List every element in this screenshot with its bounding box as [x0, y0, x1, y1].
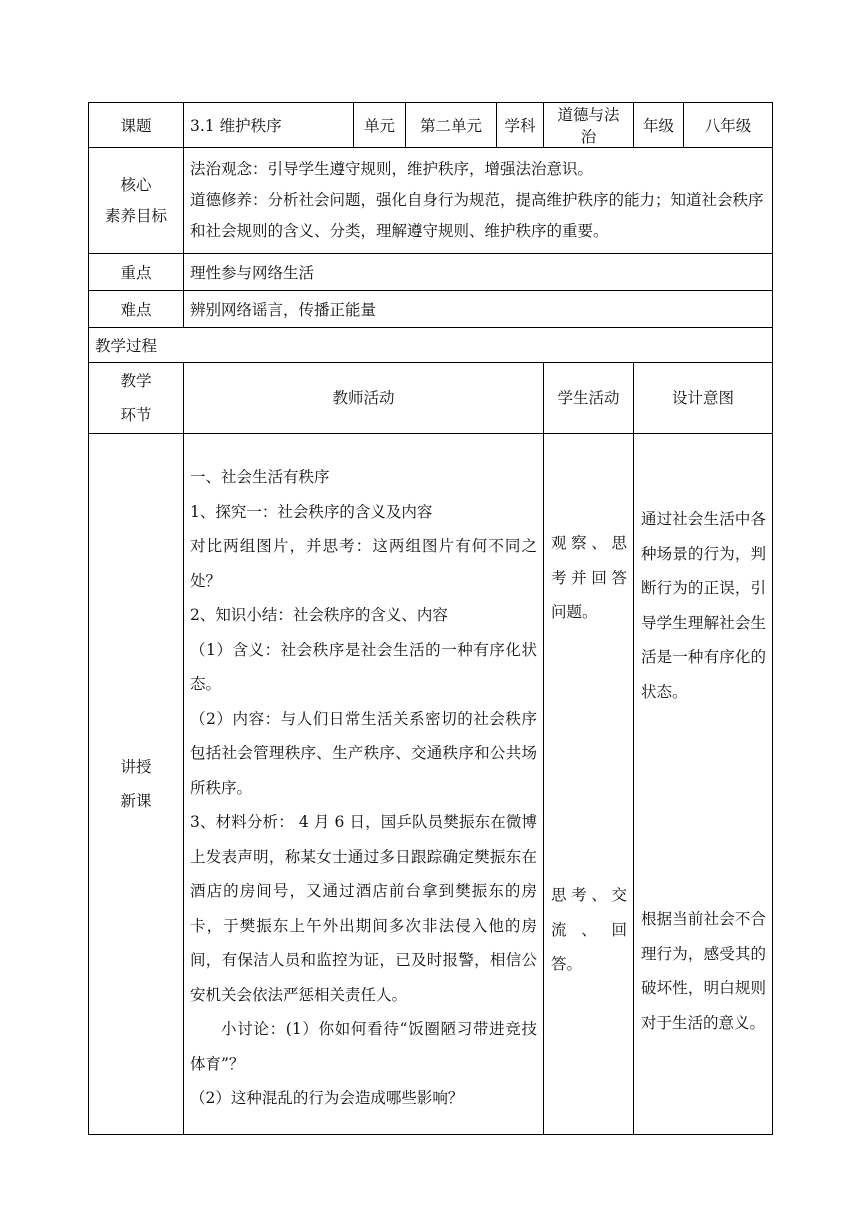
design-intent-2: 根据当前社会不合理行为，感受其的破坏性，明白规则对于生活的意义。 — [641, 910, 766, 1032]
section-row — [89, 434, 773, 1135]
lesson-plan-sheet — [88, 102, 772, 1135]
student-activity-2: 思考、交流、回答。 — [551, 886, 627, 973]
topic-value: 3.1 维护秩序 — [184, 103, 354, 148]
goals-content — [184, 148, 773, 254]
grade-value: 八年级 — [684, 103, 773, 148]
teacher-para-5: （1）含义：社会秩序是社会生活的一种有序化状态。 — [190, 640, 537, 694]
design-intent — [634, 434, 773, 1135]
teacher-para-6: （2）内容：与人们日常生活关系密切的社会秩序包括社会管理秩序、生产秩序、交通秩序和公共场所秩序。 — [190, 709, 537, 797]
teacher-para-7: 3、材料分析： 4 月 6 日，国乒队员樊振东在微博上发表声明，称某女士通过多日跟踪确定樊振东在酒店的房间号，又通过酒店前台拿到樊振东的房卡，于樊振东上午外出期间多次非法侵入他的房间，有保洁人员和监控为证，已及时报警，相信公安机关会依法严惩相关责任人。 — [190, 813, 537, 1004]
unit-label: 单元 — [354, 103, 406, 148]
key-point-value: 理性参与网络生活 — [184, 254, 773, 291]
unit-value: 第二单元 — [406, 103, 497, 148]
goals-row — [89, 148, 773, 254]
difficult-point-value: 辨别网络谣言，传播正能量 — [184, 291, 773, 328]
header-row — [89, 103, 773, 148]
stage-header — [89, 363, 184, 434]
difficult-point-label: 难点 — [89, 291, 184, 328]
difficult-point-row — [89, 291, 773, 328]
teacher-activity — [184, 434, 544, 1135]
section-label — [89, 434, 184, 1135]
teacher-para-2: 1、探究一：社会秩序的含义及内容 — [190, 502, 433, 521]
teacher-para-4: 2、知识小结：社会秩序的含义、内容 — [190, 606, 448, 625]
stage-header-line1: 教学 — [120, 372, 152, 390]
subject-label: 学科 — [497, 103, 544, 148]
section-label-line1: 讲授 — [120, 758, 152, 776]
stage-header-line2: 环节 — [120, 406, 152, 424]
goal-law: 法治观念：引导学生遵守规则，维护秩序，增强法治意识。 — [190, 160, 594, 178]
grade-label: 年级 — [634, 103, 684, 148]
goals-label-line1: 核心 — [120, 175, 152, 194]
student-activity — [544, 434, 634, 1135]
section-label-line2: 新课 — [120, 792, 152, 810]
column-header-row — [89, 363, 773, 434]
teacher-para-3: 对比两组图片，并思考：这两组图片有何不同之处？ — [190, 537, 537, 590]
subject-value: 道德与法治 — [544, 103, 634, 148]
teacher-para-9: （2）这种混乱的行为会造成哪些影响？ — [190, 1089, 464, 1108]
process-title: 教学过程 — [89, 328, 773, 363]
student-activity-1: 观察、思考并回答问题。 — [551, 534, 627, 621]
intent-header: 设计意图 — [634, 363, 773, 434]
teacher-para-8: 小讨论：(1）你如何看待“饭圈陋习带进竞技体育”？ — [190, 1020, 537, 1073]
teacher-para-1: 一、社会生活有秩序 — [190, 468, 330, 487]
goal-morality: 道德修养：分析社会问题，强化自身行为规范，提高维护秩序的能力；知道社会秩序和社会规则的含义、分类，理解遵守规则、维护秩序的重要。 — [190, 191, 764, 240]
topic-label: 课题 — [89, 103, 184, 148]
teacher-header: 教师活动 — [184, 363, 544, 434]
key-point-label: 重点 — [89, 254, 184, 291]
lesson-plan-table — [88, 102, 773, 1135]
student-header: 学生活动 — [544, 363, 634, 434]
design-intent-1: 通过社会生活中各种场景的行为，判断行为的正误，引导学生理解社会生活是一种有序化的状态。 — [641, 510, 766, 701]
process-title-row — [89, 328, 773, 363]
goals-label-line2: 素养目标 — [104, 206, 167, 225]
goals-label — [89, 148, 184, 254]
key-point-row — [89, 254, 773, 291]
